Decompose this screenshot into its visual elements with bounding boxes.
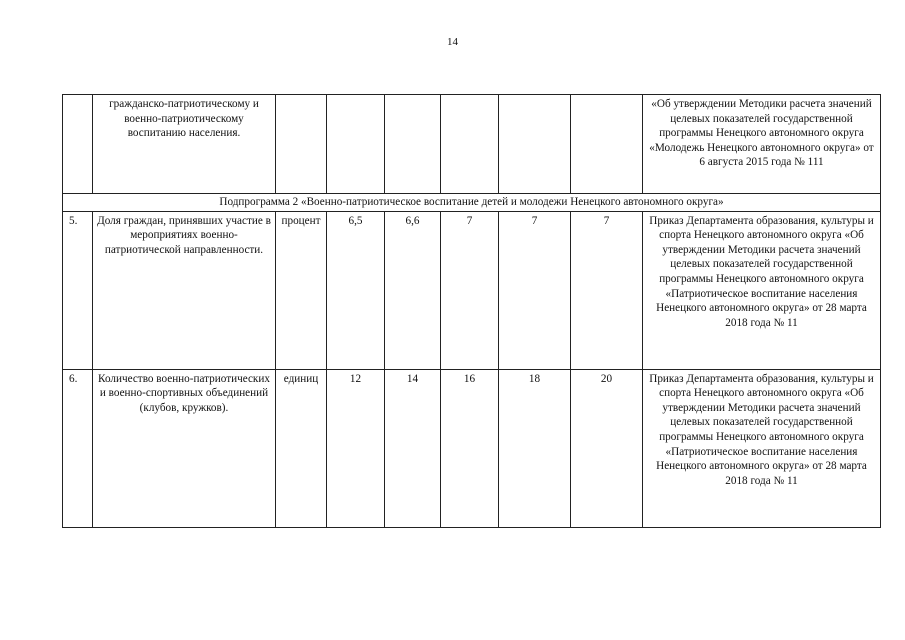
cell-num: 5. — [63, 211, 93, 369]
cell-num — [63, 95, 93, 194]
table-row-continuation — [63, 95, 881, 194]
cell-unit — [276, 95, 327, 194]
cell-indicator-name: гражданско-патриотическому и военно-патриотическому воспитанию населения. — [93, 95, 276, 194]
cell-value: 16 — [441, 369, 499, 527]
cell-value: 20 — [571, 369, 643, 527]
cell-value — [441, 95, 499, 194]
cell-document: Приказ Департамента образования, культуры и спорта Ненецкого автономного округа «Об утверждении Методики расчета значений целевых показателей государственной программы Ненецкого автономного округа «Патриотическое воспитание населения Ненецкого автономного округа» от 28 марта 2018 года № 11 — [643, 369, 881, 527]
cell-indicator-name: Количество военно-патриотических и военно-спортивных объединений (клубов, кружков). — [93, 369, 276, 527]
subprogram-title: Подпрограмма 2 «Военно-патриотическое воспитание детей и молодежи Ненецкого автономного округа» — [63, 194, 881, 212]
cell-document: «Об утверждении Методики расчета значений целевых показателей государственной программы Ненецкого автономного округа «Молодежь Ненецкого автономного округа» от 6 августа 2015 года № 111 — [643, 95, 881, 194]
cell-value: 12 — [327, 369, 385, 527]
cell-value — [499, 95, 571, 194]
cell-indicator-name: Доля граждан, принявших участие в мероприятиях военно-патриотической направленности. — [93, 211, 276, 369]
cell-unit: процент — [276, 211, 327, 369]
cell-value: 7 — [441, 211, 499, 369]
indicators-table — [62, 94, 881, 528]
table-row — [63, 211, 881, 369]
cell-value — [385, 95, 441, 194]
cell-value — [327, 95, 385, 194]
cell-value: 7 — [499, 211, 571, 369]
table-row — [63, 369, 881, 527]
cell-value: 6,6 — [385, 211, 441, 369]
cell-value: 7 — [571, 211, 643, 369]
cell-value: 6,5 — [327, 211, 385, 369]
cell-document: Приказ Департамента образования, культуры и спорта Ненецкого автономного округа «Об утверждении Методики расчета значений целевых показателей государственной программы Ненецкого автономного округа «Патриотическое воспитание населения Ненецкого автономного округа» от 28 марта 2018 года № 11 — [643, 211, 881, 369]
page-number: 14 — [447, 36, 458, 48]
cell-unit: единиц — [276, 369, 327, 527]
cell-value — [571, 95, 643, 194]
cell-value: 14 — [385, 369, 441, 527]
subprogram-row — [63, 194, 881, 212]
cell-num: 6. — [63, 369, 93, 527]
cell-value: 18 — [499, 369, 571, 527]
